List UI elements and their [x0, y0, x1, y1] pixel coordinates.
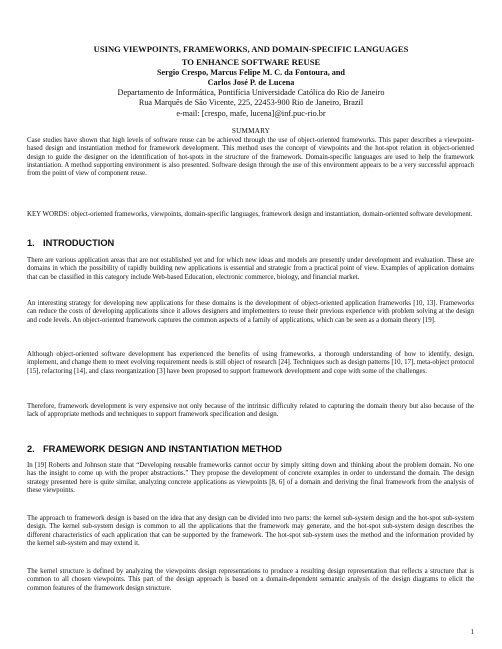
summary-text: Case studies have shown that high levels of software reuse can be achieved through the use of object-oriented frameworks. This paper describes a viewpoint-based design and instantiation method for framework development. This method uses the concept of viewpoints and the hot-spot relation in object-oriented design to guide the designer on the identification of hot-spots in the structure of the framework. Domain-specific languages are used to help the framework instantiation. A method supporting environment is also presented. Software design through the use of this environment appears to be a very successful approach from the point of view of component reuse. [27, 137, 474, 178]
section-1-paragraph-3: Although object-oriented software development has experienced the benefits of using frameworks, a thorough understanding of how to identify, design, implement, and change them to meet evolving requirement needs is still object of research [24]. Techniques such as design patterns [10, 17], meta-object protocol [15], refactoring [14], and class reorganization [3] have been proposed to support framework development and cope with some of the challenges. [27, 351, 474, 375]
author-email: e-mail: [crespo, mafe, lucena]@inf.puc-rio.br [176, 109, 326, 118]
section-1-paragraph-1: There are various application areas that are not established yet and for which new ideas and models are presently under development and evaluation. These are domains in which the possibility of rapidly building new applications is essential and strategic from a practical point of view. Examples of application domains that can be classified in this category include Web-based Education, electronic commerce, biology, and financial market. [27, 257, 474, 281]
authors-line-1: Sergio Crespo, Marcus Felipe M. C. da Fontoura, and [156, 68, 345, 77]
affiliation-line-2: Rua Marquês de São Vicente, 225, 22453-900 Rio de Janeiro, Brazil [138, 98, 364, 107]
section-2-paragraph-1: In [19] Roberts and Johnson state that “Developing reusable frameworks cannot occur by simply sitting down and thinking about the problem domain. No one has the insight to come up with the proper abstractions.” They propose the development of concrete examples in order to understand the domain. The design strategy presented here is quite similar, analyzing concrete applications as viewpoints [8, 6] of a domain and deriving the final framework from the analysis of these viewpoints. [27, 462, 474, 494]
page-number: 1 [470, 628, 474, 636]
summary-heading: SUMMARY [231, 127, 271, 135]
section-1-title: INTRODUCTION [43, 238, 115, 248]
section-2-paragraph-2: The approach to framework design is based on the idea that any design can be divided into two parts: the kernel sub-system design and the hot-spot sub-system design. The kernel sub-system design is common to all the applications that the framework may generate, and the hot-spot sub-system design describes the different characteristics of each application that can be supported by the framework. The hot-spot sub-system uses the method and the information provided by the kernel sub-system and may extend it. [27, 515, 474, 547]
section-1-paragraph-2: An interesting strategy for developing new applications for these domains is the development of object-oriented application frameworks [10, 13]. Frameworks can reduce the costs of developing applications since it allows designers and implementers to reuse their previous experience with problem solving at the design and code levels. An object-oriented framework captures the common aspects of a family of applications, which can be seen as a domain theory [19]. [27, 300, 474, 324]
section-2-title: FRAMEWORK DESIGN AND INSTANTIATION METHOD [43, 444, 282, 454]
keywords: KEY WORDS: object-oriented frameworks, viewpoints, domain-specific languages, framework design and instantiation, domain-oriented software development. [27, 211, 473, 218]
authors-line-2: Carlos José P. de Lucena [207, 78, 295, 87]
section-1-heading [27, 238, 474, 249]
section-2-heading [27, 444, 474, 455]
section-2-paragraph-3: The kernel structure is defined by analyzing the viewpoints design representations to produce a resulting design representation that reflects a structure that is common to all chosen viewpoints. This part of the design approach is based on a domain-dependent semantic analysis of the design diagrams to elicit the common features of the framework design structure. [27, 568, 474, 592]
paper-title-line-1: USING VIEWPOINTS, FRAMEWORKS, AND DOMAIN-SPECIFIC LANGUAGES [93, 44, 409, 54]
section-1-paragraph-4: Therefore, framework development is very expensive not only because of the intrinsic difficulty related to capturing the domain theory but also because of the lack of appropriate methods and techniques to support framework specification and design. [27, 403, 474, 419]
section-1-number: 1. [27, 238, 35, 248]
section-2-number: 2. [27, 444, 35, 454]
affiliation-line-1: Departamento de Informática, Pontifícia Universidade Católica do Rio de Janeiro [117, 88, 385, 97]
paper-title-line-2: TO ENHANCE SOFTWARE REUSE [181, 57, 321, 67]
